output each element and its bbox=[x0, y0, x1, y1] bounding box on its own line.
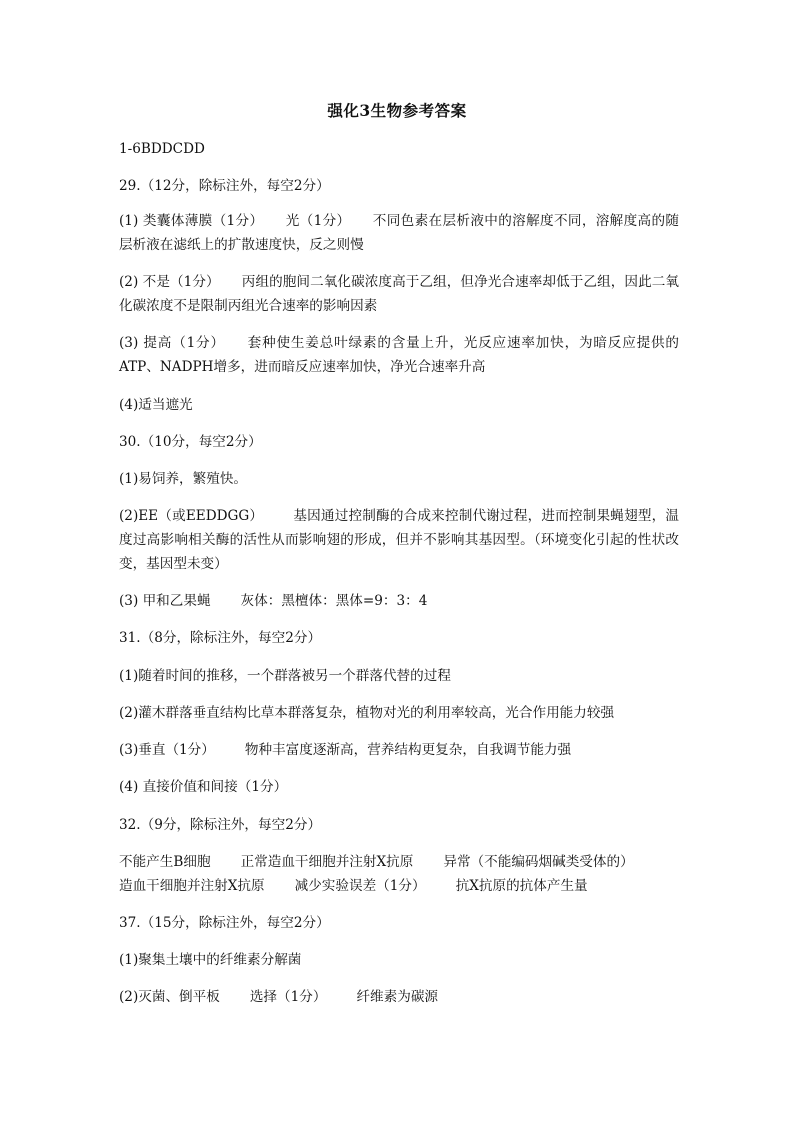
q29-part2-answer-b: 丙组的胞间二氧化碳浓度高于乙组，但净光合速率却低于乙组，因此二氧化碳浓度不是限制丙组光合速率的影响因素 bbox=[119, 274, 679, 314]
q29-part1-answer-b: 光（1分） bbox=[285, 213, 351, 229]
q29-part3 bbox=[119, 331, 679, 379]
q29-part1-answer-a: (1) 类囊体薄膜（1分） bbox=[119, 213, 264, 229]
q30-part2-answer-b: 基因通过控制酶的合成来控制代谢过程，进而控制果蝇翅型，温度过高影响相关酶的活性从而影响翅的形成，但并不影响其基因型。（环境变化引起的性状改变，基因型未变） bbox=[119, 508, 680, 572]
q31-part3-answer-b: 物种丰富度逐渐高，营养结构更复杂，自我调节能力强 bbox=[244, 742, 572, 758]
q30-part3 bbox=[119, 589, 679, 613]
q30-part3-answer-b: 灰体：黑檀体：黑体=9：3：4 bbox=[240, 593, 428, 609]
q30-part2 bbox=[119, 504, 679, 576]
q29-part3-answer-a: (3) 提高（1分） bbox=[119, 335, 225, 351]
q32-answer-e: 减少实验误差（1分） bbox=[294, 878, 426, 894]
q37-part2-answer-a: (2)灭菌、倒平板 bbox=[119, 989, 220, 1005]
q31-part3 bbox=[119, 738, 679, 762]
q37-part2-answer-c: 纤维素为碳源 bbox=[356, 989, 439, 1005]
multiple-choice-answers: 1-6BDDCDD bbox=[119, 141, 205, 157]
q31-part1: (1)随着时间的推移，一个群落被另一个群落代替的过程 bbox=[119, 668, 451, 684]
q32-answer-c: 异常（不能编码烟碱类受体的） bbox=[443, 854, 634, 870]
q32-answer-b: 正常造血干细胞并注射X抗原 bbox=[240, 854, 414, 870]
q37-header: 37.（15分，除标注外，每空2分） bbox=[119, 915, 330, 931]
page-title: 强化3生物参考答案 bbox=[327, 101, 467, 120]
q29-part2 bbox=[119, 270, 679, 318]
q31-part4: (4) 直接价值和间接（1分） bbox=[119, 779, 288, 795]
q32-answer-d: 造血干细胞并注射X抗原 bbox=[119, 878, 265, 894]
q31-part3-answer-a: (3)垂直（1分） bbox=[119, 742, 215, 758]
q31-part2: (2)灌木群落垂直结构比草本群落复杂，植物对光的利用率较高，光合作用能力较强 bbox=[119, 705, 615, 721]
q29-part3-answer-b: 套种使生姜总叶绿素的含量上升，光反应速率加快，为暗反应提供的ATP、NADPH增多，进而暗反应速率加快，净光合速率升高 bbox=[119, 335, 679, 375]
q37-part1: (1)聚集土壤中的纤维素分解菌 bbox=[119, 952, 302, 968]
q31-header: 31.（8分，除标注外，每空2分） bbox=[119, 630, 322, 646]
q32-answer-a: 不能产生B细胞 bbox=[119, 854, 211, 870]
q29-header: 29.（12分，除标注外，每空2分） bbox=[119, 178, 330, 194]
q29-part4: (4)适当遮光 bbox=[119, 397, 193, 413]
q32-header: 32.（9分，除标注外，每空2分） bbox=[119, 817, 322, 833]
q30-part1: (1)易饲养，繁殖快。 bbox=[119, 471, 248, 487]
q32-line1 bbox=[119, 850, 679, 874]
q30-part2-answer-a: (2)EE（或EEDDGG） bbox=[119, 508, 264, 524]
q32-answer-f: 抗X抗原的抗体产生量 bbox=[455, 878, 588, 894]
q30-part3-answer-a: (3) 甲和乙果蝇 bbox=[119, 593, 211, 609]
q37-part2 bbox=[119, 985, 679, 1009]
q29-part2-answer-a: (2) 不是（1分） bbox=[119, 274, 220, 290]
q29-part1-answer-c: 不同色素在层析液中的溶解度不同，溶解度高的随层析液在滤纸上的扩散速度快，反之则慢 bbox=[119, 213, 680, 253]
q30-header: 30.（10分，每空2分） bbox=[119, 434, 262, 450]
q29-part1 bbox=[119, 209, 679, 257]
q32-line2 bbox=[119, 874, 679, 898]
q37-part2-answer-b: 选择（1分） bbox=[249, 989, 327, 1005]
